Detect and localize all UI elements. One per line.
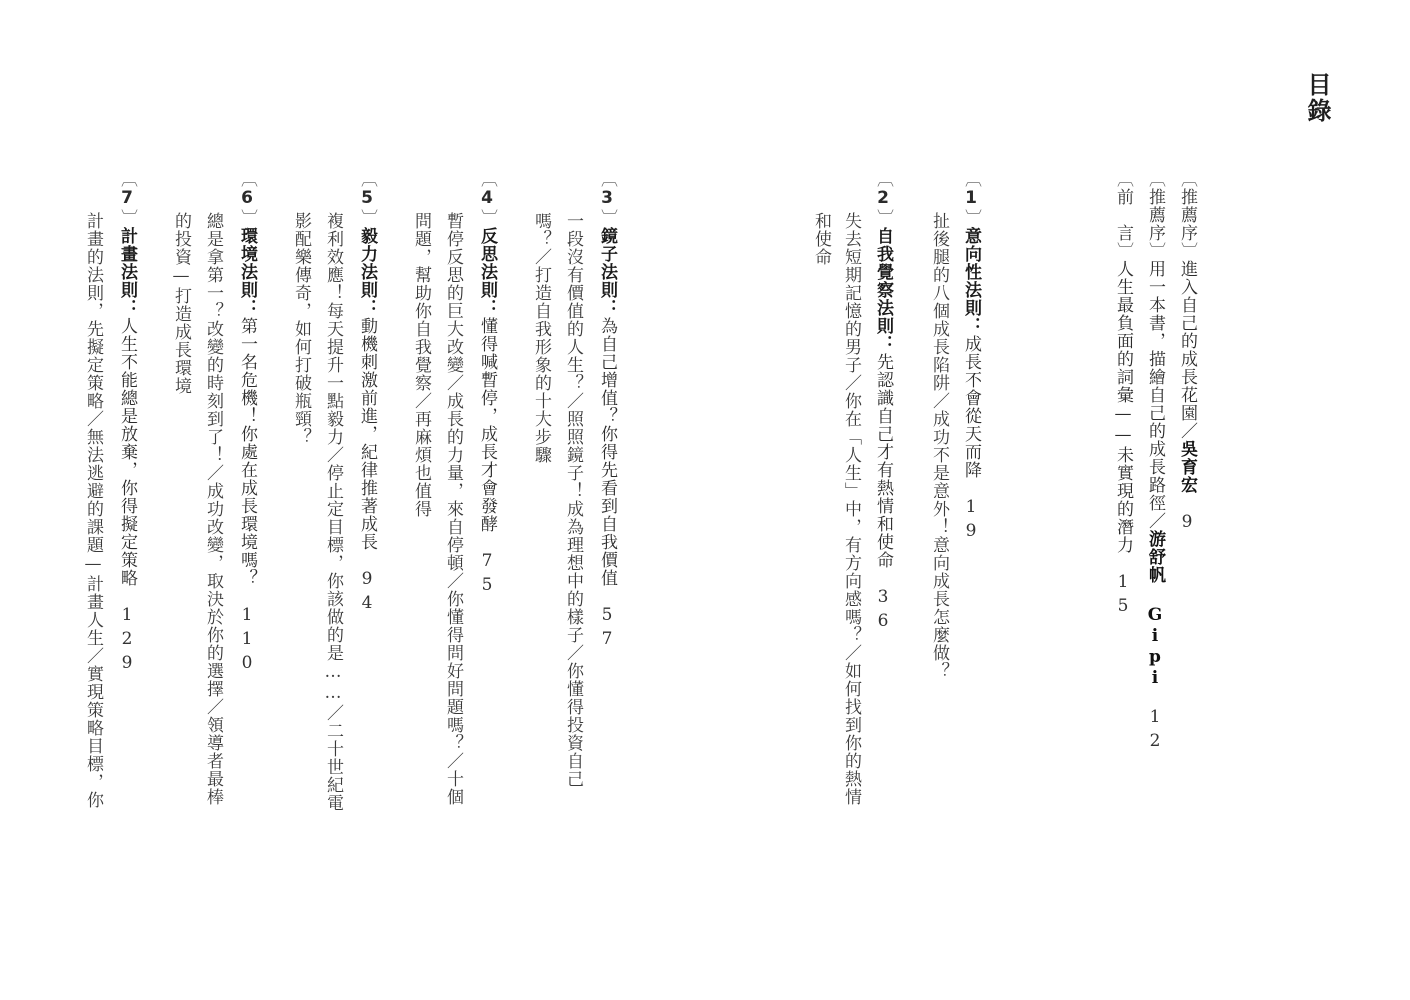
bracket-open: 〔 [357,170,377,188]
bracket-close: 〕 [477,209,497,227]
chapter-page-number: 36 [873,587,893,635]
chapter-subtitle: 第一名危機！你處在成長環境嗎？ [237,317,257,587]
front-matter-preface [1112,170,1134,620]
chapter-2-sections-line-1: 失去短期記憶的男子／你在「人生」中，有方向感嗎？／如何找到你的熱情 [841,212,861,806]
chapter-3-sections-line-2: 嗎？／打造自我形象的十大步驟 [531,212,551,464]
chapter-subtitle: 為自己增值？你得先看到自我價值 [597,317,617,587]
chapter-subtitle: 成長不會從天而降 [961,335,981,479]
bracket-close: 〕 [357,209,377,227]
chapter-2-sections-line-2: 和使命 [811,212,831,266]
front-matter-foreword-2 [1144,170,1166,755]
bracket-close: 〕 [873,209,893,227]
chapter-number: 5 [357,188,377,209]
bracket-open: 〔 [873,170,893,188]
chapter-7-heading [116,170,138,677]
chapter-6-sections-line-2: 的投資—打造成長環境 [171,212,191,395]
chapter-title: 意向性法則： [961,227,981,335]
bracket-close: 〕 [1145,242,1165,260]
chapter-number: 7 [117,188,137,209]
bracket-close: 〕 [237,209,257,227]
chapter-subtitle: 人生不能總是放棄，你得擬定策略 [117,317,137,587]
chapter-3-sections-line-1: 一段沒有價值的人生？／照照鏡子！成為理想中的樣子／你懂得投資自己 [563,212,583,788]
entry-separator: ／ [1145,512,1165,530]
chapter-1-heading [960,170,982,545]
bracket-close: 〕 [1113,242,1133,260]
bracket-close: 〕 [117,209,137,227]
chapter-title: 毅力法則： [357,227,377,317]
page-title: 目錄 [1303,72,1332,124]
bracket-open: 〔 [117,170,137,188]
entry-label: 推薦序 [1177,188,1197,242]
entry-title: 人生最負面的詞彙——未實現的潛力 [1113,260,1133,554]
chapter-4-sections-line-2: 問題，幫助你自我覺察／再麻煩也值得 [411,212,431,518]
chapter-number: 1 [961,188,981,209]
entry-label: 推薦序 [1145,188,1165,242]
bracket-open: 〔 [1113,170,1133,188]
chapter-3-heading [596,170,618,653]
chapter-title: 計畫法則： [117,227,137,317]
chapter-4-heading [476,170,498,599]
entry-title: 用一本書，描繪自己的成長路徑 [1145,260,1165,512]
chapter-2-heading [872,170,894,635]
chapter-title: 鏡子法則： [597,227,617,317]
bracket-open: 〔 [477,170,497,188]
chapter-5-sections-line-1: 複利效應！每天提升一點毅力／停止定目標，你該做的是……／二十世紀電 [323,212,343,812]
bracket-close: 〕 [1177,242,1197,260]
entry-label: 前 言 [1113,188,1133,242]
chapter-page-number: 129 [117,605,137,677]
bracket-close: 〕 [597,209,617,227]
chapter-number: 3 [597,188,617,209]
bracket-open: 〔 [961,170,981,188]
chapter-6-sections-line-1: 總是拿第一？改變的時刻到了！／成功改變，取決於你的選擇／領導者最棒 [203,212,223,806]
chapter-4-sections-line-1: 暫停反思的巨大改變／成長的力量，來自停頓／你懂得問好問題嗎？／十個 [443,212,463,806]
entry-author: 吳育宏 [1177,440,1197,494]
entry-page-number: 9 [1177,512,1197,536]
chapter-title: 反思法則： [477,227,497,317]
chapter-7-sections-line-1: 計畫的法則，先擬定策略／無法逃避的課題—計畫人生／實現策略目標，你 [83,212,103,809]
chapter-number: 4 [477,188,497,209]
chapter-title: 環境法則： [237,227,257,317]
chapter-6-heading [236,170,258,677]
chapter-subtitle: 先認識自己才有熱情和使命 [873,353,893,569]
chapter-1-sections-line-1: 扯後腿的八個成長陷阱／成功不是意外！意向成長怎麼做？ [929,212,949,680]
entry-author: 游舒帆 Gipi [1145,530,1165,689]
chapter-page-number: 19 [961,497,981,545]
entry-title: 進入自己的成長花園 [1177,260,1197,422]
chapter-5-heading [356,170,378,617]
chapter-page-number: 75 [477,551,497,599]
chapter-subtitle: 懂得喊暫停，成長才會發酵 [477,317,497,533]
chapter-title: 自我覺察法則： [873,227,893,353]
bracket-close: 〕 [961,209,981,227]
bracket-open: 〔 [597,170,617,188]
bracket-open: 〔 [1145,170,1165,188]
chapter-subtitle: 動機刺激前進，紀律推著成長 [357,317,377,551]
chapter-number: 6 [237,188,257,209]
entry-separator: ／ [1177,422,1197,440]
chapter-5-sections-line-2: 影配樂傳奇，如何打破瓶頸？ [291,212,311,446]
chapter-page-number: 110 [237,605,257,677]
bracket-open: 〔 [237,170,257,188]
entry-page-number: 12 [1145,707,1165,755]
chapter-page-number: 57 [597,605,617,653]
chapter-number: 2 [873,188,893,209]
entry-page-number: 15 [1113,572,1133,620]
front-matter-foreword-1 [1176,170,1198,536]
bracket-open: 〔 [1177,170,1197,188]
chapter-page-number: 94 [357,569,377,617]
